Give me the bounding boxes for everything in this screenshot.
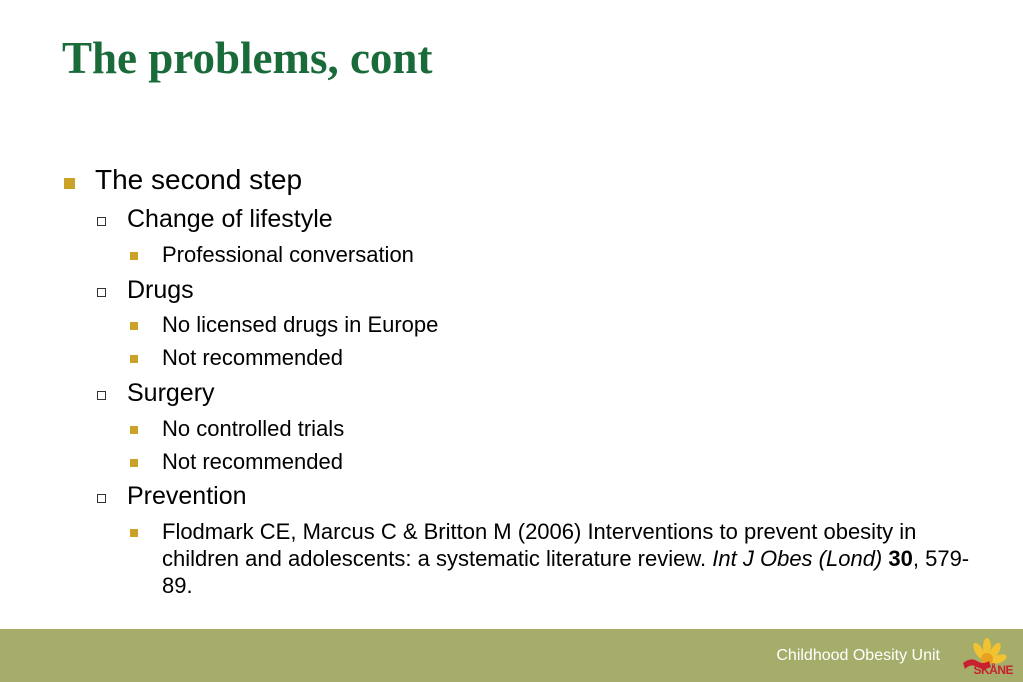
- hollow-square-bullet-icon: [97, 217, 106, 226]
- list-item: Not recommended: [162, 345, 343, 370]
- reference-pages: , 579-89.: [162, 546, 970, 598]
- slide-title: The problems, cont: [62, 33, 433, 83]
- footer-bar: [0, 629, 1023, 682]
- square-bullet-icon: [130, 459, 138, 467]
- section-label: Drugs: [127, 276, 194, 304]
- list-item: Professional conversation: [162, 242, 414, 267]
- section-label: Change of lifestyle: [127, 205, 333, 233]
- square-bullet-icon: [130, 529, 138, 537]
- section-label: Prevention: [127, 482, 247, 510]
- list-item: No controlled trials: [162, 416, 345, 441]
- square-bullet-icon: [130, 252, 138, 260]
- reference-journal: Int J Obes (Lond): [712, 546, 883, 571]
- square-bullet-icon: [130, 426, 138, 434]
- square-bullet-icon: [130, 355, 138, 363]
- hollow-square-bullet-icon: [97, 288, 106, 297]
- reference-volume: 30: [888, 546, 913, 571]
- logo-wordmark: SKÅNE: [973, 663, 1013, 677]
- hollow-square-bullet-icon: [97, 391, 106, 400]
- reference-text: Flodmark CE, Marcus C & Britton M (2006) Interventions to prevent obesity in children and adolescents: a systematic literature review.: [162, 519, 917, 571]
- list-item: No licensed drugs in Europe: [162, 312, 439, 337]
- footer-unit-name: Childhood Obesity Unit: [776, 647, 940, 664]
- hollow-square-bullet-icon: [97, 494, 106, 503]
- list-item: Not recommended: [162, 449, 343, 474]
- section-label: Surgery: [127, 379, 215, 407]
- bullet-level1: The second step: [95, 164, 303, 195]
- square-bullet-icon: [130, 322, 138, 330]
- square-bullet-icon: [64, 178, 75, 189]
- reference-citation: [162, 518, 972, 599]
